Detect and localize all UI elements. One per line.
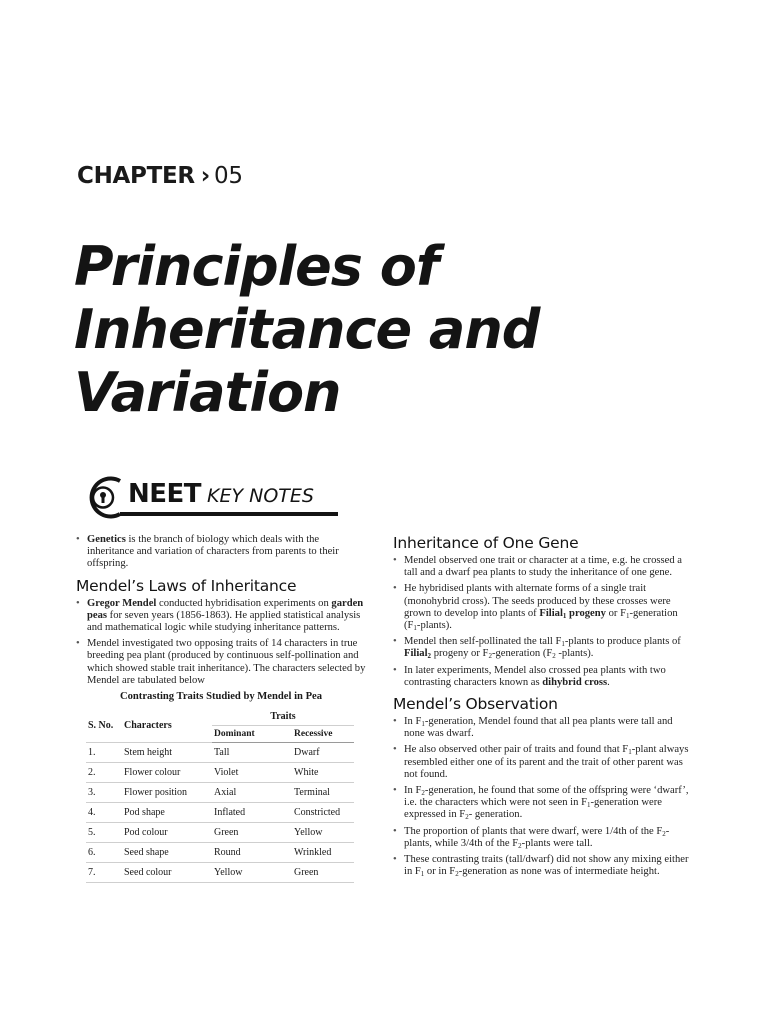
list-item: • In later experiments, Mendel also crossed pea plants with two contrasting characters known as dihybrid cross. — [393, 665, 693, 689]
left-column — [76, 534, 366, 883]
traits-table — [86, 708, 354, 883]
table-row: 3. Flower position Axial Terminal — [86, 783, 354, 803]
list-item: • The proportion of plants that were dwarf, were 1/4th of the $F_2$-plants, while 3/4th of the $F_2$-plants were tall. — [393, 826, 693, 850]
chapter-word: CHAPTER — [77, 163, 195, 189]
table-row: 7. Seed colour Yellow Green — [86, 863, 354, 883]
table-row: 2. Flower colour Violet White — [86, 763, 354, 783]
list-item: • He hybridised plants with alternate forms of a single trait (monohybrid cross). The seeds produced by these crosses were grown to develop into plants of Filial$_1$ progeny or $F_1$-generation $(F_1-plants)$. — [393, 583, 693, 632]
list-item: • In $F_2$-generation, he found that some of the offspring were ‘dwarf’, i.e. the characters which were not seen in $F_1$-generation were expressed in $F_2-$ generation. — [393, 785, 693, 822]
banner-neet: NEET — [128, 479, 202, 509]
section-heading-observation: Mendel’s Observation — [393, 695, 558, 714]
page-title — [74, 235, 714, 424]
list-item: • Mendel then self-pollinated the tall $F_1$-plants to produce plants of Filial$_2$ progeny or $F_2$-generation ($F_2$ -plants). — [393, 636, 693, 660]
chapter-number: 05 — [213, 163, 243, 189]
list-item: • These contrasting traits (tall/dwarf) did not show any mixing either in $F_1$ or in $F_2$-generation as none was of intermediate height. — [393, 854, 693, 878]
list-item: • Mendel investigated two opposing traits of 14 characters in true breeding pea plant (produced by continuous self-pollination and which showed stable trait inheritance). The characters selected by Mendel are tabulated below — [76, 638, 366, 687]
right-column — [393, 534, 693, 882]
list-item: • In $F_1$-generation, Mendel found that all pea plants were tall and none was dwarf. — [393, 716, 693, 740]
header-sno: S. No. — [86, 708, 122, 743]
header-traits: Traits — [212, 708, 354, 726]
header-characters: Characters — [122, 708, 212, 743]
table-row: 1. Stem height Tall Dwarf — [86, 743, 354, 763]
table-row: 4. Pod shape Inflated Constricted — [86, 803, 354, 823]
title-line-1: Principles of — [74, 235, 439, 298]
table-row: 5. Pod colour Green Yellow — [86, 823, 354, 843]
chevron-right-icon: › — [200, 163, 210, 189]
chapter-label — [77, 163, 243, 189]
table-row: 6. Seed shape Round Wrinkled — [86, 843, 354, 863]
list-item: • Genetics is the branch of biology which deals with the inheritance and variation of characters from parents to their offspring. — [76, 534, 366, 571]
header-recessive: Recessive — [292, 726, 354, 743]
title-line-3: Variation — [74, 361, 341, 424]
table-title: Contrasting Traits Studied by Mendel in Pea — [119, 691, 323, 703]
section-heading-laws: Mendel’s Laws of Inheritance — [76, 576, 297, 595]
list-item: • Gregor Mendel conducted hybridisation experiments on garden peas for seven years (1856-1863). He applied statistical analysis and mathematical logic while studying inheritance patterns. — [76, 598, 366, 635]
banner-key-notes: KEY NOTES — [207, 485, 314, 507]
list-item: • He also observed other pair of traits and found that $F_1$-plant always resembled either one of its parent and the trait of other parent was not found. — [393, 744, 693, 781]
header-dominant: Dominant — [212, 726, 292, 743]
list-item: • Mendel observed one trait or character at a time, e.g. he crossed a tall and a dwarf pea plants to study the inheritance of one gene. — [393, 555, 693, 579]
neet-key-notes-banner — [76, 475, 346, 520]
title-line-2: Inheritance and — [74, 298, 540, 361]
section-heading-one-gene: Inheritance of One Gene — [393, 534, 579, 552]
